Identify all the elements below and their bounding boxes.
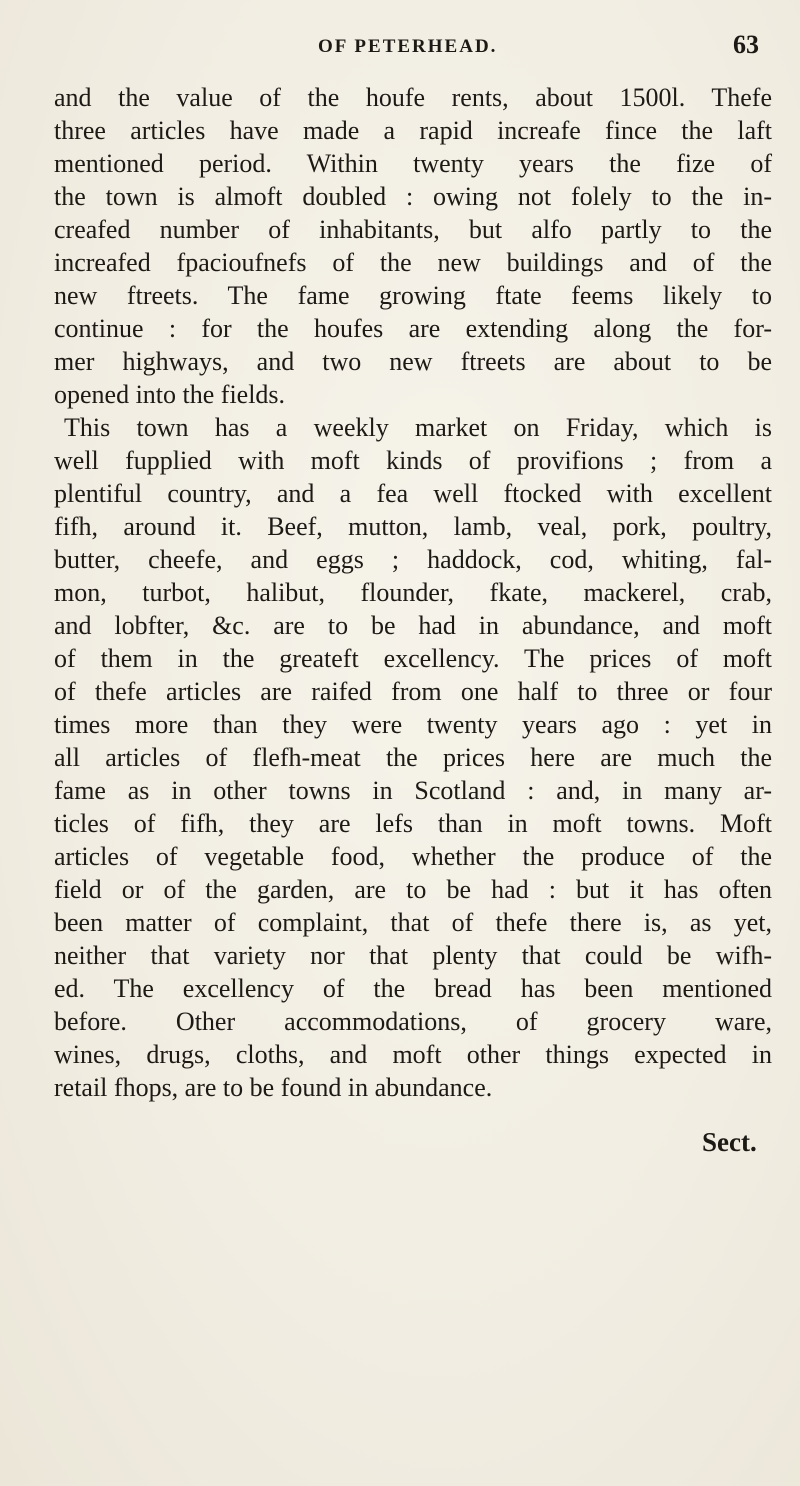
text-line: before. Other accommodations, of grocery ware, [54, 1007, 772, 1036]
text-line: butter, cheefe, and eggs ; haddock, cod, whiting, fal- [54, 545, 772, 574]
text-line: all articles of flefh-meat the prices here are much the [54, 743, 772, 772]
running-head [0, 30, 800, 70]
text-line: plentiful country, and a fea well ftocked with excellent [54, 479, 772, 508]
text-line: times more than they were twenty years ago : yet in [54, 710, 772, 739]
text-line: mon, turbot, halibut, flounder, fkate, mackerel, crab, [54, 578, 772, 607]
text-line: and lobfter, &c. are to be had in abundance, and moft [54, 611, 772, 640]
text-line: creafed number of inhabitants, but alfo partly to the [54, 215, 772, 244]
text-line: new ftreets. The fame growing ftate feems likely to [54, 281, 772, 310]
text-line: increafed fpacioufnefs of the new buildings and of the [54, 248, 772, 277]
text-line: articles of vegetable food, whether the produce of the [54, 842, 772, 871]
text-line: the town is almoft doubled : owing not folely to the in- [54, 182, 772, 211]
page-number: 63 [733, 30, 759, 59]
text-line: fifh, around it. Beef, mutton, lamb, veal, pork, poultry, [54, 512, 772, 541]
text-line: wines, drugs, cloths, and moft other things expected in [54, 1040, 772, 1069]
text-line: ed. The excellency of the bread has been mentioned [54, 974, 772, 1003]
text-line: field or of the garden, are to be had : but it has often [54, 875, 772, 904]
text-line: mentioned period. Within twenty years the fize of [54, 149, 772, 178]
text-line: of them in the greateft excellency. The prices of moft [54, 644, 772, 673]
text-line: fame as in other towns in Scotland : and, in many ar- [54, 776, 772, 805]
text-line: and the value of the houfe rents, about 1500l. Thefe [54, 83, 772, 112]
text-line: three articles have made a rapid increafe fince the laft [54, 116, 772, 145]
text-line: retail fhops, are to be found in abundance. [54, 1073, 493, 1102]
text-line: opened into the fields. [54, 380, 286, 409]
text-line: mer highways, and two new ftreets are about to be [54, 347, 772, 376]
text-line: ticles of fifh, they are lefs than in moft towns. Moft [54, 809, 772, 838]
catchword: Sect. [702, 1127, 757, 1157]
text-line: been matter of complaint, that of thefe there is, as yet, [54, 908, 772, 937]
text-line: well fupplied with moft kinds of provifions ; from a [54, 446, 772, 475]
text-line: of thefe articles are raifed from one half to three or four [54, 677, 772, 706]
paragraph-start-line: This town has a weekly market on Friday, which is [64, 413, 772, 442]
text-line: neither that variety nor that plenty that could be wifh- [54, 941, 772, 970]
body-text [54, 81, 772, 1104]
text-line: continue : for the houfes are extending along the for- [54, 314, 772, 343]
running-title: OF PETERHEAD. [318, 36, 498, 57]
